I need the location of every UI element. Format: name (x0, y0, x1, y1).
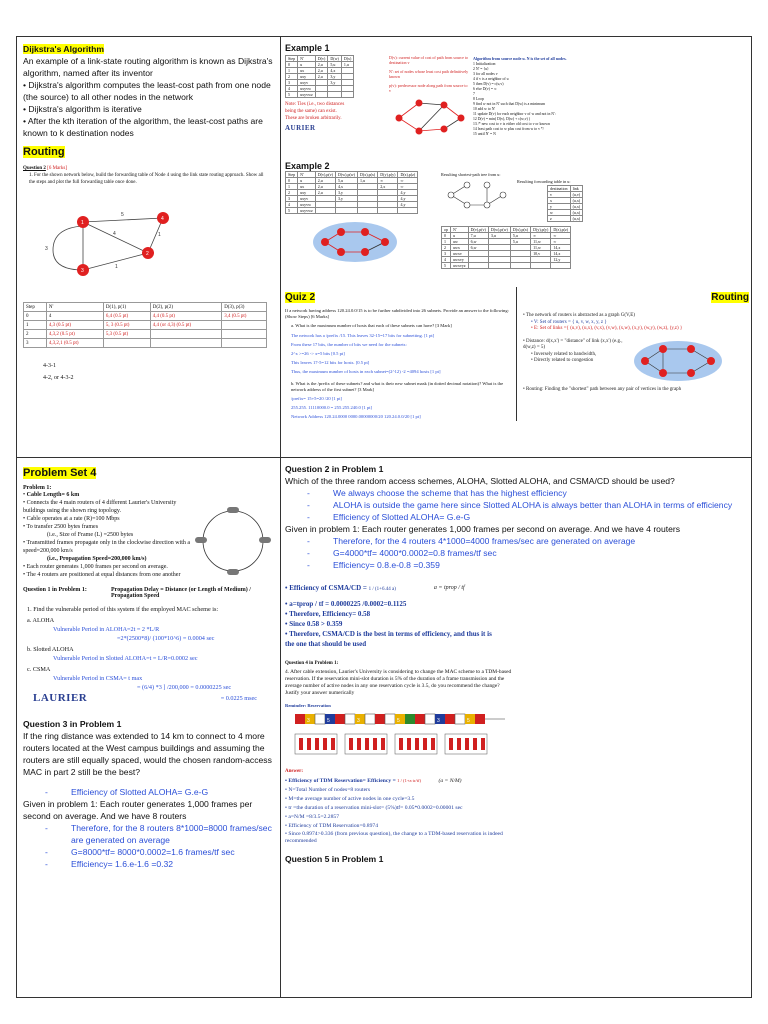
q2-item-1: - We always choose the scheme that has the highest efficiency (307, 488, 567, 498)
laurier-logo: LAURIER (33, 692, 88, 704)
quiz-line-9: /prefix= 15+5=20 /20 [1 pt] (291, 396, 342, 402)
q1-find: 1. Find the vulnerable period of this system if the employed MAC scheme is: (27, 606, 219, 613)
problem-item-4: • To transfer 2500 bytes frames (23, 524, 99, 530)
dijkstra-title: Dijkstra's Algorithm (23, 44, 104, 54)
aurier-logo: AURIER (285, 124, 316, 132)
example-1-algo-title: Algorithm from source node u. N is the set of all nodes. (473, 56, 567, 61)
slot-label: 5 (327, 718, 330, 724)
problem-1-head: Problem 1: (23, 485, 52, 491)
table-row (24, 330, 267, 339)
q1-part-c: c. CSMA (27, 666, 51, 673)
csma-bullet-2: • a=tprop / tf = 0.0000225 /0.0002=0.1125 (285, 600, 407, 608)
table-cell: 0 (24, 312, 47, 321)
csma-bullet-1: • Efficiency of CSMA/CD = 1 / (1+6.44 a) a = tprop / tf (285, 584, 465, 592)
weight-label-1: 5 (121, 212, 124, 218)
routing-bullet-2: • V: Set of routers = { u, v, w, x, y, z } (531, 319, 607, 325)
answer-head: Answer: (285, 769, 304, 774)
quiz-line-3: The network has a /prefix /15. This leaves 32-15=17 bits for subnetting. [1 pt] (291, 332, 435, 338)
q3-mid: Given in problem 1: Each router generates 1,000 frames per second on average. And we have 8 routers (23, 799, 253, 821)
network-graph (23, 188, 267, 288)
table-cell: 3 (24, 339, 47, 348)
table-header-cell: N' (46, 303, 103, 312)
example-1-note: Note: Ties (i.e., two distances being the same) can exist. These are broken arbitrarily. (285, 102, 345, 121)
q3-head: Question 3 in Problem 1 (23, 719, 122, 729)
table-cell (222, 321, 267, 330)
table-row (24, 339, 267, 348)
table-cell (103, 339, 150, 348)
q1-part-c-calc: = (6/4) *3 ] /200,000 = 0.0000225 sec (137, 684, 232, 691)
document-sheet (16, 36, 752, 998)
question-2-marks: [6 Marks] (47, 166, 68, 171)
quiz-line-4: From these 17 bits, the number of bits we need for the subnets: (291, 341, 407, 347)
quiz-line-7: Thus, the maximum number of hosts in each subnet=(2^12) -2 =4094 hosts [1 pt] (291, 369, 441, 375)
weight-label-3: 1 (158, 232, 161, 238)
q3-item-3: - G=8000*tf= 8000*0.0002=1.6 frames/tf sec (45, 847, 235, 857)
tdm-bullet-3: • M=the average number of active nodes in one cycle=3.5 (285, 796, 415, 802)
q1-part-b: b. Slotted ALOHA (27, 646, 74, 653)
column-divider (280, 37, 281, 997)
problem-item-9: • The 4 routers are positioned at equal distances from one another (23, 572, 181, 578)
panel-dijkstra (23, 43, 277, 455)
panel-examples (285, 43, 749, 455)
dijkstra-line-5: • After the kth iteration of the algorithm, the least-cost paths are known to k destination nodes (23, 116, 263, 138)
q1-part-a-result: =2*(2500*8)/ (100*10^6) = 0.0004 sec (117, 635, 215, 642)
q2-head: Question 2 in Problem 1 (285, 464, 384, 474)
dijkstra-line-3: (the source) to all other nodes in the network (23, 92, 194, 102)
q3-item-2: - Therefore, for the 8 routers 8*1000=8000 frames/sec are generated on average (45, 823, 272, 845)
example-1-title: Example 1 (285, 43, 330, 53)
example-1-table: Step N' D(v) D(w) D(x) 0 u 2,u 5,u 1,u 1 ux 2,u 4,x 2 uxy 2,u 3,y 3 uxyv 3,y 4 uxyvw 5 uxyvwz (285, 55, 354, 98)
quiz-2-title: Quiz 2 (285, 292, 316, 303)
reminder-label: Reminder: Reservation (285, 703, 331, 708)
panel-problem-set (23, 463, 277, 995)
example-1-algorithm: 1 Initialization: 2 N' = {u} 3 for all nodes v 4 if v is a neighbor of u 5 then D(v) = c(u,v) 6 else D(v) = ∞ 7 8 Loop 9 find w not in N' such that D(w) is a minimum 10 add w to N' 11 update D(v) for each neighbor v of w and not in N': 12 D(v) = min( D(v), D(w) + c(w,v) ) 13 /* new cost to v is either old cost to v or known 14 least path cost to w plus cost from w to v */ 15 until N' = N (473, 62, 556, 136)
q2-item-3: - Efficiency of Slotted ALOHA= G.e-G (307, 512, 471, 522)
routing-bullet-1: • The network of routers is abstracted as a graph G(V,E) (523, 313, 635, 318)
q1-part-c-formula: Vulnerable Period in CSMA= t max (53, 675, 143, 682)
ring-topology (193, 491, 273, 581)
example-1-note-1: D(v): current value of cost of path from source to destination v (389, 55, 468, 65)
csma-bullet-4: • Since 0.58 > 0.359 (285, 620, 343, 628)
path-node-2: 4-2, or 4-3-2 (43, 375, 74, 381)
table-header-cell: D(3), p(3) (222, 303, 267, 312)
dijkstra-line-2: • Dijkstra's algorithm computes the least-cost path from one node (23, 80, 271, 90)
slot-label: 5 (467, 718, 470, 724)
table-cell: 6,4 (0.5 pt) (103, 312, 150, 321)
quiz-line-5: 2^x >=26 -> x=5 bits [0.5 pt] (291, 351, 345, 357)
example-2-table: Step N' D(v),p(v) D(w),p(w) D(x),p(x) D(y),p(y) D(z),p(z) 0 u 2,u 5,u 1,u ∞ ∞ 1 ux 2,u 4,x 2,x ∞ 2 uxy 2,u 3,y 4,y 3 uxyv 3,y 4,y 4 uxyvw 4,y 5 uxyvwz (285, 171, 418, 214)
slot-label: 5 (397, 718, 400, 724)
q1-part-b-formula: Vulnerable Period in Slotted ALOHA=t = L/R=0.0002 sec (53, 655, 198, 662)
table-header-cell: D(2), p(2) (150, 303, 221, 312)
q2-text: Which of the three random access schemes, ALOHA, Slotted ALOHA, and CSMA/CD should be used? (285, 476, 675, 486)
q3-item-1: - Efficiency of Slotted ALOHA= G.e-G (45, 787, 209, 797)
q2-item-6: - Efficiency= 0.8.e-0.8 =0.359 (307, 560, 440, 570)
table-cell: 4,4 (or 4,3) (0.5 pt) (150, 321, 221, 330)
tdm-bullet-1: • Efficiency of TDM Reservation= Efficiency = 1 / (1+a tr/tf) (a = N/M) (285, 778, 462, 784)
example-2-caption-2: Resulting forwarding table in u: (517, 179, 571, 184)
q4-head: Question 4 in Problem 1: (285, 661, 339, 666)
table-cell: 4,3,2,1 (0.5 pt) (46, 339, 103, 348)
example-2-caption-1: Resulting shortest-path tree from u: (441, 172, 501, 177)
q1-part-c-result: = 0.0225 msec (220, 694, 257, 702)
table-cell (150, 339, 221, 348)
q3-text: If the ring distance was extended to 14 km to connect to 4 more routers located at the West campus buildings and assuming the routers are still equally spaced, would the chosen random-access MAC in part 2 still be the best? (23, 731, 272, 777)
q4-text: 4. After cable extension, Laurier's University is considering to change the MAC scheme to a TDM-based reservation. If the reservation mini-slot duration is 5% of the duration of a frame transmission and the average number of active nodes in any one reservation cycle is 3.5, do you recommend the change? Justify your answer numerically (285, 669, 512, 696)
weight-label-4: 1 (115, 264, 118, 270)
path-node-1: 4-3-1 (43, 363, 56, 369)
panel-questions (285, 463, 749, 995)
example-1-graph (389, 93, 469, 138)
tdm-bullet-6: • Efficiency of TDM Reservation=0.8974 (285, 823, 378, 829)
q1-part-a: a. ALOHA (27, 617, 55, 624)
q3-item-4: - Efficiency= 1.6.e-1.6 =0.32 (45, 859, 174, 869)
csma-bullet-5: • Therefore, CSMA/CD is the best in terms of efficiency, and thus it is the one that should be used (285, 630, 492, 648)
problem-item-7: (i.e., Propagation Speed=200,000 km/s) (47, 556, 147, 562)
tdm-bullet-4: • tr =the duration of a reservation mini-slot= (5%)tf= 0.05*0.0002=0.00001 sec (285, 805, 463, 811)
node-label-2: 2 (146, 251, 149, 257)
row-divider (17, 457, 751, 458)
csma-bullet-3: • Therefore, Efficiency= 0.58 (285, 610, 371, 618)
table-cell: 4 (46, 312, 103, 321)
table-row (24, 321, 267, 330)
problem-item-5: (i.e., Size of Frame (L) =2500 bytes (47, 532, 134, 538)
problem-item-6: • Transmitted frames propagate only in the clockwise direction with a speed=200,000 km/s (23, 540, 191, 554)
q1-head: Question 1 in Problem 1: (23, 587, 87, 593)
quiz-line-11: Network Address 120.24.0000 0000.00000000/20 120.24.0.0/20 [1 pt] (291, 414, 421, 420)
example-1-note-3: p(v): predecessor node along path from source to v (389, 83, 468, 93)
routing-bullet-7: • Routing: Finding the "shortest" path between any pair of vertices in the graph (523, 386, 682, 392)
routing-bullet-4: • Distance: d(x,x') = "distance" of link (x,x') (e.g., d(w,z) = 5) (523, 338, 623, 350)
table-cell (150, 330, 221, 339)
q2-item-2: - ALOHA is outside the game here since Slotted ALOHA is always better than ALOHA in terms of efficiency (307, 500, 733, 510)
problem-item-8: • Each router generates 1,000 frames per second on average. (23, 564, 168, 570)
table-cell: 3,4 (0.5 pt) (222, 312, 267, 321)
q2-item-5: - G=4000*tf= 4000*0.0002=0.8 frames/tf sec (307, 548, 497, 558)
weight-label-2: 4 (113, 231, 116, 237)
example-2-title: Example 2 (285, 161, 330, 171)
table-header-cell: Step (24, 303, 47, 312)
node-label-1: 1 (81, 220, 84, 226)
table-cell: 5, 3 (0.5 pt) (103, 321, 150, 330)
table-row (24, 312, 267, 321)
table-header-cell: D(1), p(1) (103, 303, 150, 312)
dijkstra-line-1: An example of a link-state routing algorithm is known as Dijkstra's algorithm, named after its inventor (23, 56, 273, 78)
weight-label-5: 3 (45, 246, 48, 252)
reservation-diagram (285, 710, 515, 760)
table-cell: 4,3,2 (0.5 pt) (46, 330, 103, 339)
quiz-line-10: 255.255. 11110000.0 = 255.255.240.0 [1 pt] (291, 405, 373, 411)
node-label-3: 3 (81, 268, 84, 274)
shortest-path-tree (441, 178, 511, 212)
routing-bullet-6: • Directly related to congestion (531, 358, 594, 363)
problem-item-2: • Connects the 4 main routers of 4 different Laurier's University buildings using the shown ring topology. (23, 500, 177, 514)
dijkstra-step-table (23, 302, 267, 348)
tdm-bullet-2: • N=Total Number of nodes=8 routers (285, 787, 371, 793)
problem-set-title: Problem Set 4 (23, 467, 97, 479)
dijkstra-line-4: • Dijkstra's algorithm is iterative (23, 104, 142, 114)
problem-item-1: • Cable Length= 6 km (23, 492, 80, 498)
table-header-row (24, 303, 267, 312)
problem-item-3: • Cable operates at a rate (R)=100 Mbps (23, 516, 120, 522)
quiz-line-6: This leaves 17-5=12 bits for hosts. [0.5 pt] (291, 360, 370, 366)
table-cell: 2 (24, 330, 47, 339)
q5-head: Question 5 in Problem 1 (285, 854, 384, 864)
example-2-graph (285, 218, 405, 266)
table-cell (222, 339, 267, 348)
forwarding-table: destination link v (u,v) x (u,x) y (u,x) w (u,x) z (u,x) (547, 185, 583, 222)
table-cell: 4,4 (0.5 pt) (150, 312, 221, 321)
table-cell: 5,3 (0.5 pt) (103, 330, 150, 339)
tdm-bullet-7: • Since 0.8974>0.336 (from previous question), the change to a TDM-based reservation is indeed recommended (285, 831, 503, 844)
quiz-line-1: If a network having address 120.24.0.0/15 is to be further subdivided into 26 subnets. Provide an answer to the following: (Show Steps) [6 Marks] (285, 308, 509, 320)
example-2-table-b: op N' D(v),p(v) D(w),p(w) D(x),p(x) D(y),p(y) D(z),p(z) 0 u 7,u 3,u 5,u ∞ ∞ 1 uw 6,w 5,u 11,w ∞ 2 uwx 6,w 11,w 14,x 3 uwxv 10,v 14,x 4 uwxvy 12,y 5 uwxvyz (441, 226, 571, 269)
quiz-line-8: b. What is the /prefix of these subnets? and what is their new subnet mask (in dotted decimal notation)? What is the network address of the first subnet? [3 Mark] (291, 380, 504, 392)
table-cell (222, 330, 267, 339)
q1-formula: Propagation Delay = Distance (or Length of Medium) / Propagation Speed (111, 587, 251, 599)
routing-title-2: Routing (711, 292, 749, 303)
routing-graph (633, 339, 723, 383)
tdm-bullet-5: • a=N/M =8/3.5=2.2857 (285, 814, 339, 820)
q1-part-a-formula: Vulnerable Period in ALOHA=2t = 2 *L/R (53, 626, 160, 633)
slot-label: 3 (307, 718, 310, 724)
quiz-line-2: a. What is the maximum number of hosts that each of these subnets can have? [3 Mark] (291, 323, 452, 329)
slot-label: 3 (437, 718, 440, 724)
q2-item-4: - Therefore, for the 4 routers 4*1000=4000 frames/sec are generated on average (307, 536, 636, 546)
example-1-note-2: N': set of nodes whose least cost path definitively known (389, 69, 469, 79)
question-2-head: Question 2 (23, 166, 46, 171)
routing-title: Routing (23, 146, 65, 158)
node-label-4: 4 (161, 216, 164, 222)
routing-bullet-5: • Inversely related to bandwidth, (531, 351, 597, 357)
slot-label: 3 (357, 718, 360, 724)
question-2-text: 1. For the shown network below, build the forwarding table of Node 4 using the link state routing approach. Show all the steps and plot the full forwarding table once done. (29, 173, 264, 185)
table-cell: 1 (24, 321, 47, 330)
q2-mid: Given in problem 1: Each router generates 1,000 frames per second on average. And we have 4 routers (285, 524, 681, 534)
routing-bullet-3: • E: Set of links ={ (u,v), (u,x), (v,x), (v,w), (x,w), (x,y), (w,y), (w,z), (y,z) } (531, 326, 683, 331)
table-cell: 4,3 (0.5 pt) (46, 321, 103, 330)
